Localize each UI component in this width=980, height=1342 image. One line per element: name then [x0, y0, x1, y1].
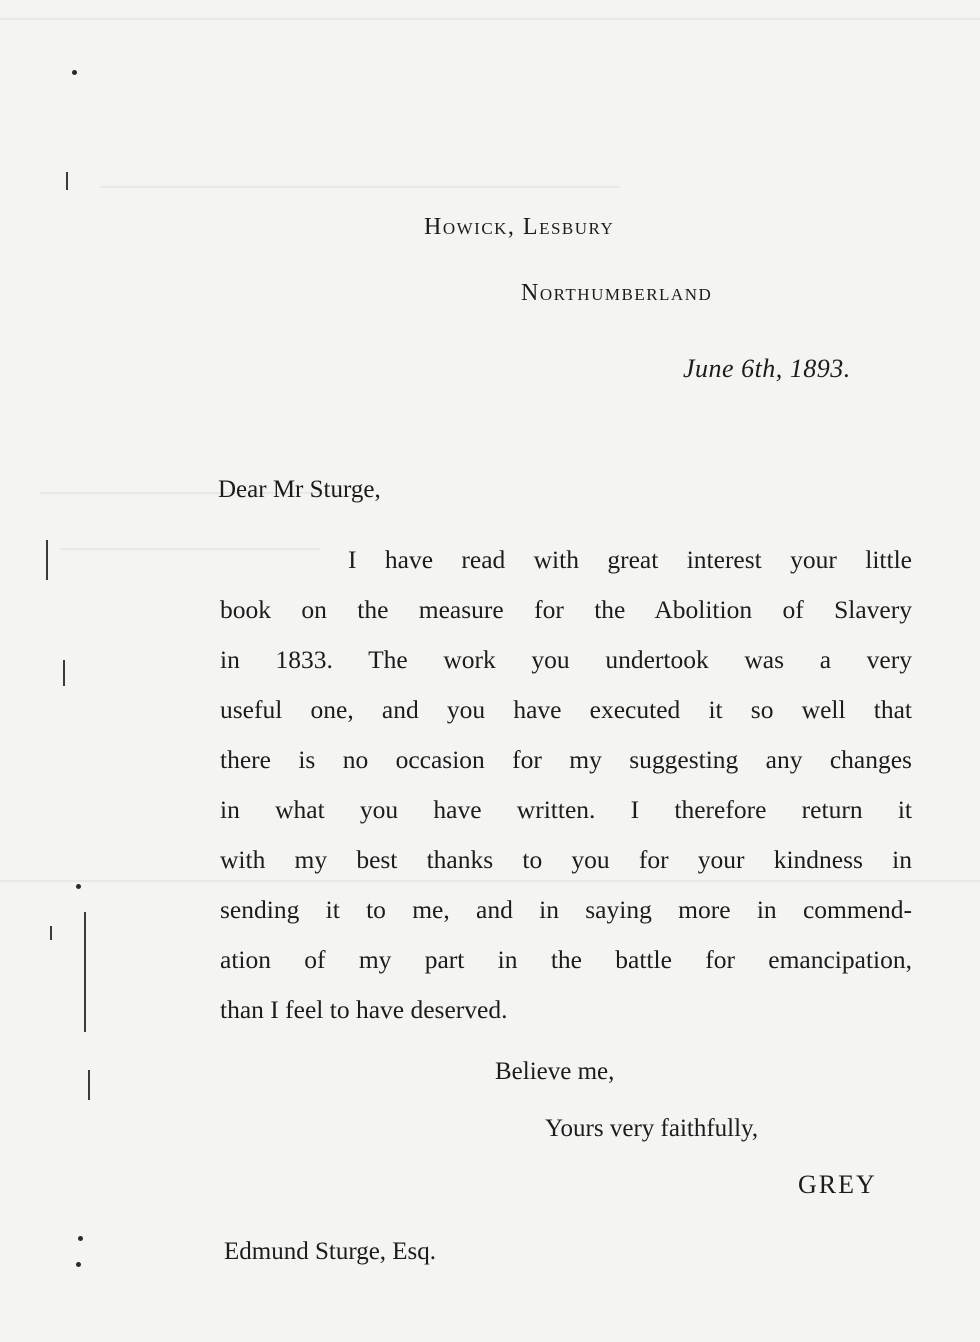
margin-dot [76, 884, 81, 889]
margin-mark [84, 912, 86, 1032]
body-line: book on the measure for the Abolition of Slavery [220, 595, 912, 624]
salutation: Dear Mr Sturge, [218, 476, 381, 503]
body-line: in 1833. The work you undertook was a very [220, 645, 912, 674]
margin-mark [50, 926, 52, 940]
body-line: sending it to me, and in saying more in commend- [220, 895, 912, 924]
body-line: I have read with great interest your little [348, 545, 912, 574]
body-line: there is no occasion for my suggesting any changes [220, 745, 912, 774]
margin-mark [46, 540, 48, 580]
margin-dot [76, 1262, 81, 1267]
closing-line-2: Yours very faithfully, [545, 1115, 759, 1142]
margin-dot [72, 70, 77, 75]
address-line-2: Northumberland [521, 280, 713, 306]
scan-streak [100, 186, 620, 188]
closing-line-1: Believe me, [495, 1058, 615, 1085]
body-line: in what you have written. I therefore return it [220, 795, 912, 824]
margin-dot [78, 1236, 83, 1241]
margin-mark [66, 172, 68, 190]
letter-date: June 6th, 1893. [683, 354, 851, 383]
body-line: with my best thanks to you for your kindness in [220, 845, 912, 874]
body-line: useful one, and you have executed it so well that [220, 695, 912, 724]
scan-streak [0, 18, 980, 20]
margin-mark [88, 1070, 90, 1100]
margin-mark [63, 660, 65, 686]
body-line: than I feel to have deserved. [220, 995, 508, 1024]
address-line-1: Howick, Lesbury [424, 214, 615, 240]
signature: GREY [798, 1170, 877, 1199]
body-line: ation of my part in the battle for emancipation, [220, 945, 912, 974]
letter-body [220, 535, 912, 1035]
addressee: Edmund Sturge, Esq. [224, 1238, 437, 1265]
